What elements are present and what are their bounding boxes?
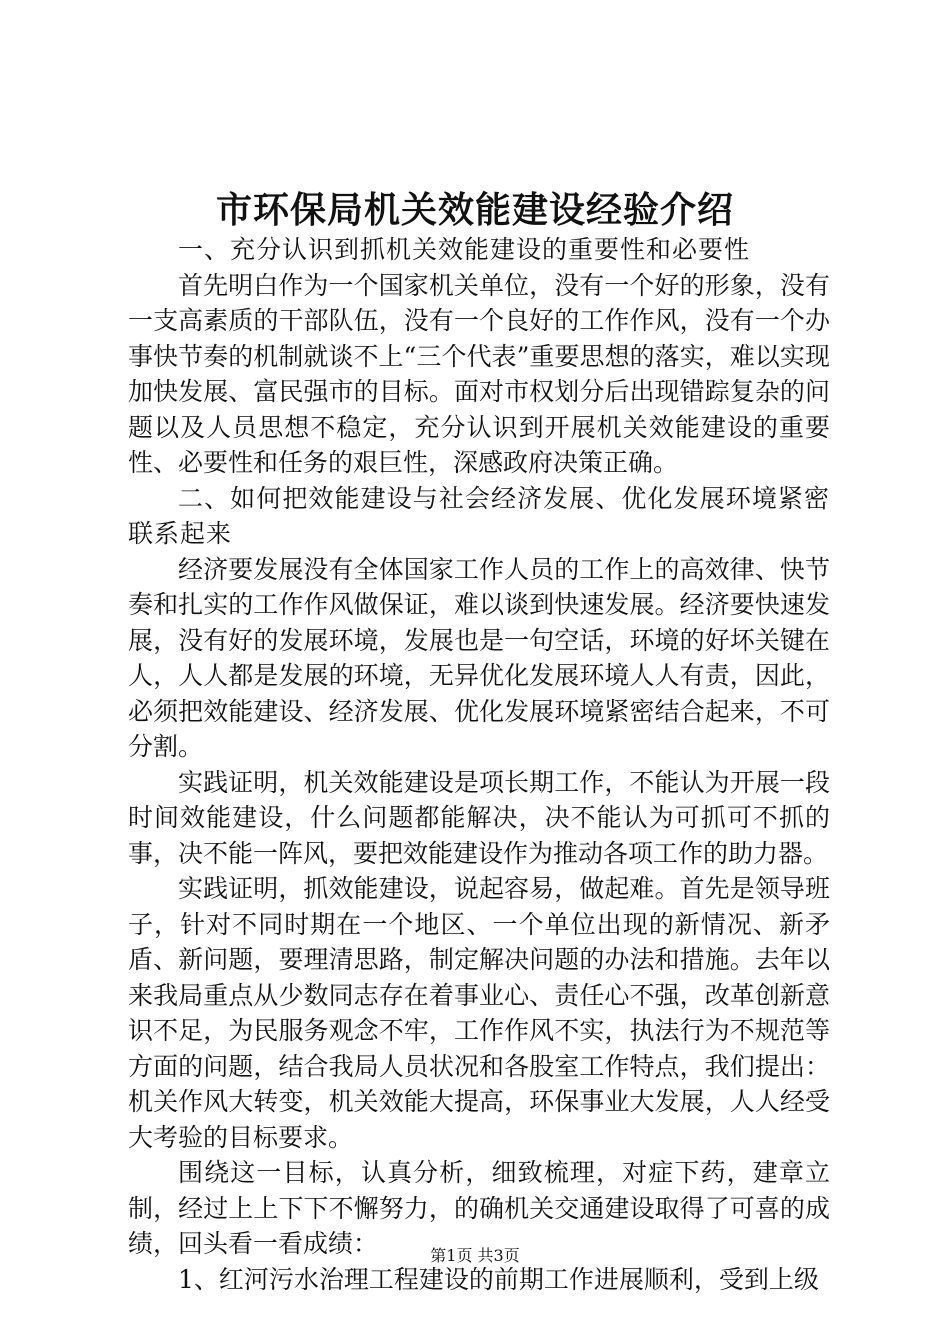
paragraph-1: 首先明白作为一个国家机关单位，没有一个好的形象，没有一支高素质的干部队伍，没有一个良好的工作作风，没有一个办事快节奏的机制就谈不上“三个代表”重要思想的落实，难以实现加快发展、富民强市的目标。面对市权划分后出现错踪复杂的问题以及人员思想不稳定，充分认识到开展机关效能建设的重要性、必要性和任务的艰巨性，深感政府决策正确。 — [128, 270, 830, 477]
page-number-footer: 第1页 共3页 — [430, 1246, 520, 1265]
paragraph-6: 1、红河污水治理工程建设的前期工作进展顺利，受到上级 — [178, 1264, 819, 1294]
paragraph-3: 实践证明，机关效能建设是项长期工作，不能认为开展一段时间效能建设，什么问题都能解决，决不能认为可抓可不抓的事，决不能一阵风，要把效能建设作为推动各项工作的助力器。 — [128, 767, 830, 868]
section-heading-1: 一、充分认识到抓机关效能建设的重要性和必要性 — [178, 235, 751, 264]
document-title: 市环保局机关效能建设经验介绍 — [215, 189, 734, 231]
paragraph-2: 经济要发展没有全体国家工作人员的工作上的高效律、快节奏和扎实的工作作风做保证，难以谈到快速发展。经济要快速发展，没有好的发展环境，发展也是一句空话，环境的好坏关键在人，人人都是发展的环境，无异优化发展环境人人有责，因此，必须把效能建设、经济发展、优化发展环境紧密结合起来，不可分割。 — [128, 554, 830, 761]
section-heading-2: 二、如何把效能建设与社会经济发展、优化发展环境紧密联系起来 — [128, 483, 830, 548]
document-body — [128, 232, 830, 1297]
paragraph-4: 实践证明，抓效能建设，说起容易，做起难。首先是领导班子，针对不同时期在一个地区、一个单位出现的新情况、新矛盾、新问题，要理清思路，制定解决问题的办法和措施。去年以来我局重点从少数同志存在着事业心、责任心不强，改革创新意识不足，为民服务观念不牢，工作作风不实，执法行为不规范等方面的问题，结合我局人员状况和各股室工作特点，我们提出：机关作风大转变，机关效能大提高，环保事业大发展，人人经受大考验的目标要求。 — [128, 874, 830, 1152]
paragraph-5: 围绕这一目标，认真分析，细致梳理，对症下药，建章立制，经过上上下下不懈努力，的确机关交通建设取得了可喜的成绩，回头看一看成绩： — [128, 1158, 830, 1258]
